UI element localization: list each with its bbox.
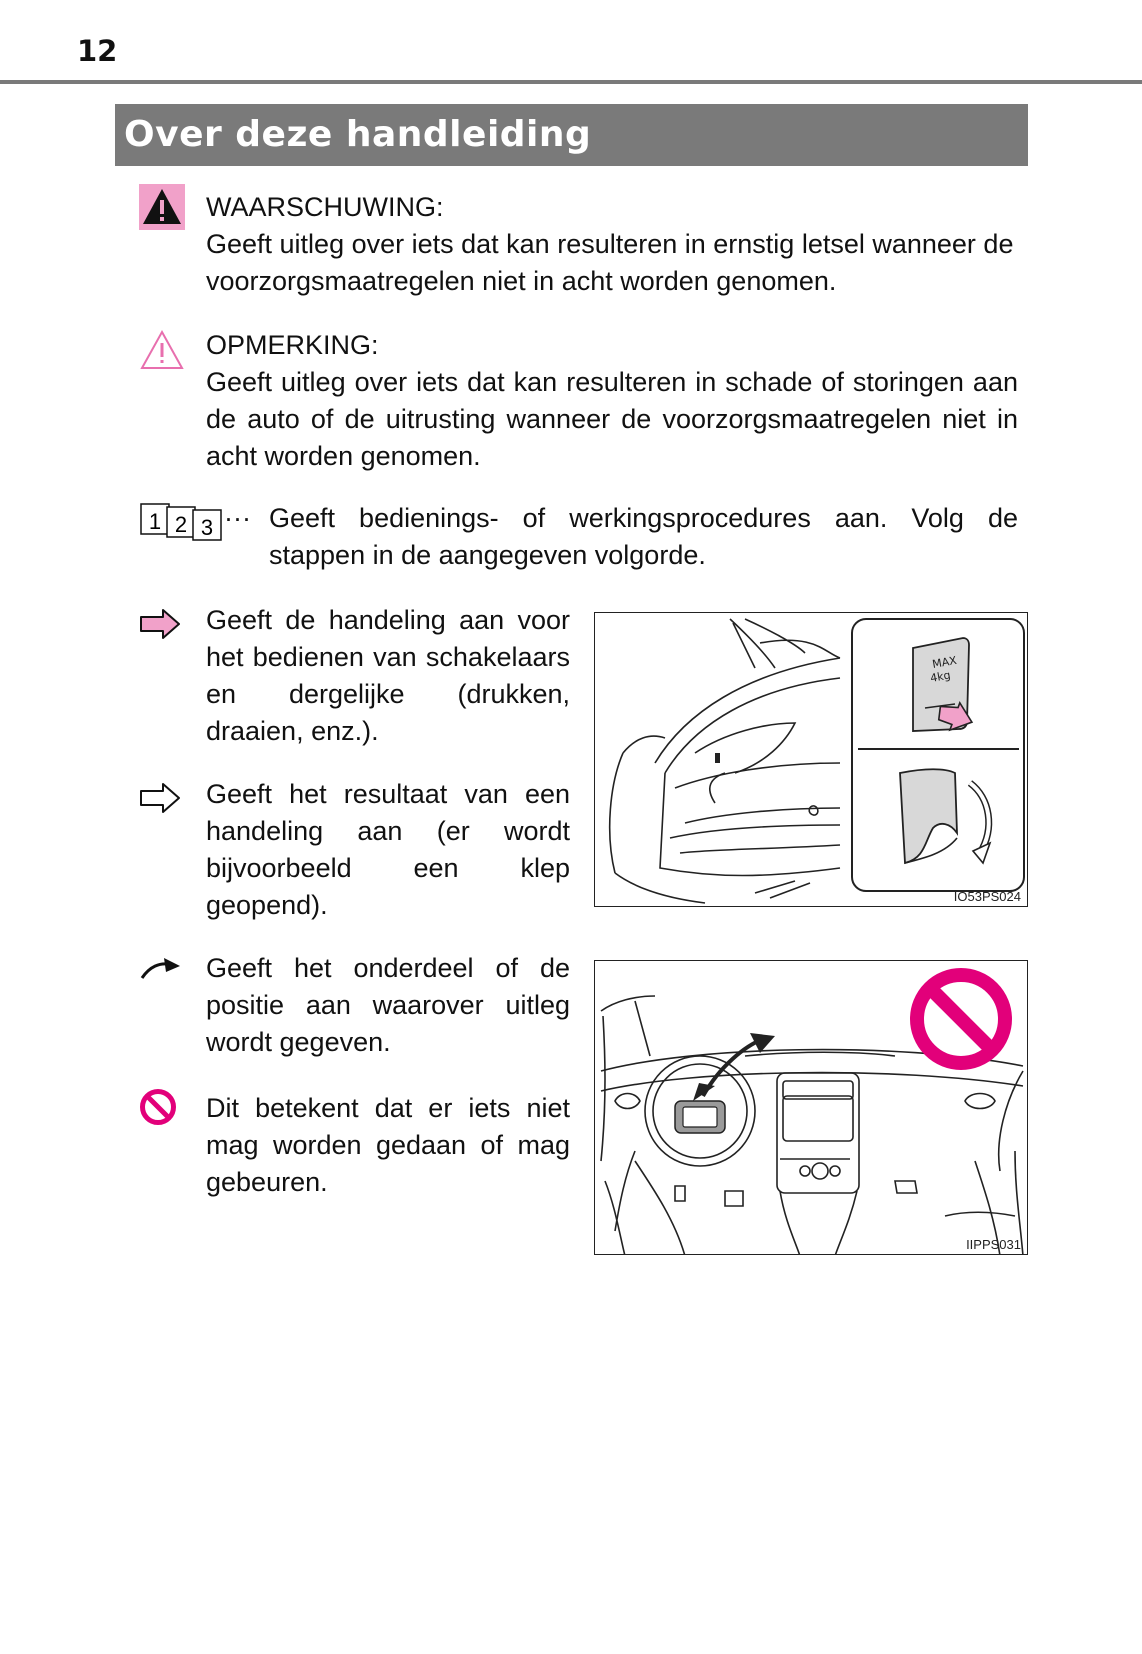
prohibited-icon [139,1088,177,1126]
section-title: Over deze handleiding [124,114,592,155]
caution-heading: OPMERKING: [206,330,379,360]
page-number: 12 [77,34,118,68]
prohibited-text: Dit betekent dat er iets niet mag worden gedaan of mag gebeuren. [206,1093,570,1197]
action-arrow-text: Geeft de handeling aan voor het bedienen van schakelaars en dergelijke (drukken, draaien, enz.). [206,605,570,746]
numbered-steps-icon [140,502,224,542]
step-2-label: 2 [174,512,188,537]
caution-text: Geeft uitleg over iets dat kan resulteren in schade of storingen aan de auto of de uitrusting wanneer de voorzorgsmaatregelen niet in acht worden genomen. [206,367,1018,471]
inset-label-max: MAX [931,653,958,671]
figure-code: IO53PS024 [953,889,1021,904]
caution-triangle-outline-icon [139,329,185,371]
warning-item [206,189,1018,300]
figure-code: IIPPS031 [966,1237,1021,1252]
step-1-label: 1 [148,509,162,534]
result-arrow-text: Geeft het resultaat van een handeling aan (er wordt bijvoorbeeld een klep geopend). [206,779,570,920]
warning-text: Geeft uitleg over iets dat kan resulteren in ernstig letsel wanneer de voorzorgsmaatregelen niet in acht worden genomen. [206,229,1014,296]
caution-item [206,327,1018,475]
inset-label-weight: 4kg [929,668,952,685]
header-rule [0,80,1142,84]
dashboard-illustration [595,961,1028,1255]
pointer-arrow-text: Geeft het onderdeel of de positie aan waarover uitleg wordt gegeven. [206,953,570,1057]
warning-heading: WAARSCHUWING: [206,192,444,222]
figure-trunk-hook [594,612,1028,907]
result-arrow-outline-icon [139,782,181,814]
trunk-illustration [595,613,1028,907]
section-header [115,104,1028,166]
step-3-label: 3 [200,515,214,540]
pointer-arrow-icon [140,956,182,982]
figure-dashboard [594,960,1028,1255]
steps-text: Geeft bedienings- of werkingsprocedures aan. Volg de stappen in de aangegeven volgorde. [269,503,1018,570]
steps-leader: ··· [224,503,251,533]
warning-triangle-filled-icon [139,184,185,230]
action-arrow-filled-icon [139,608,181,640]
